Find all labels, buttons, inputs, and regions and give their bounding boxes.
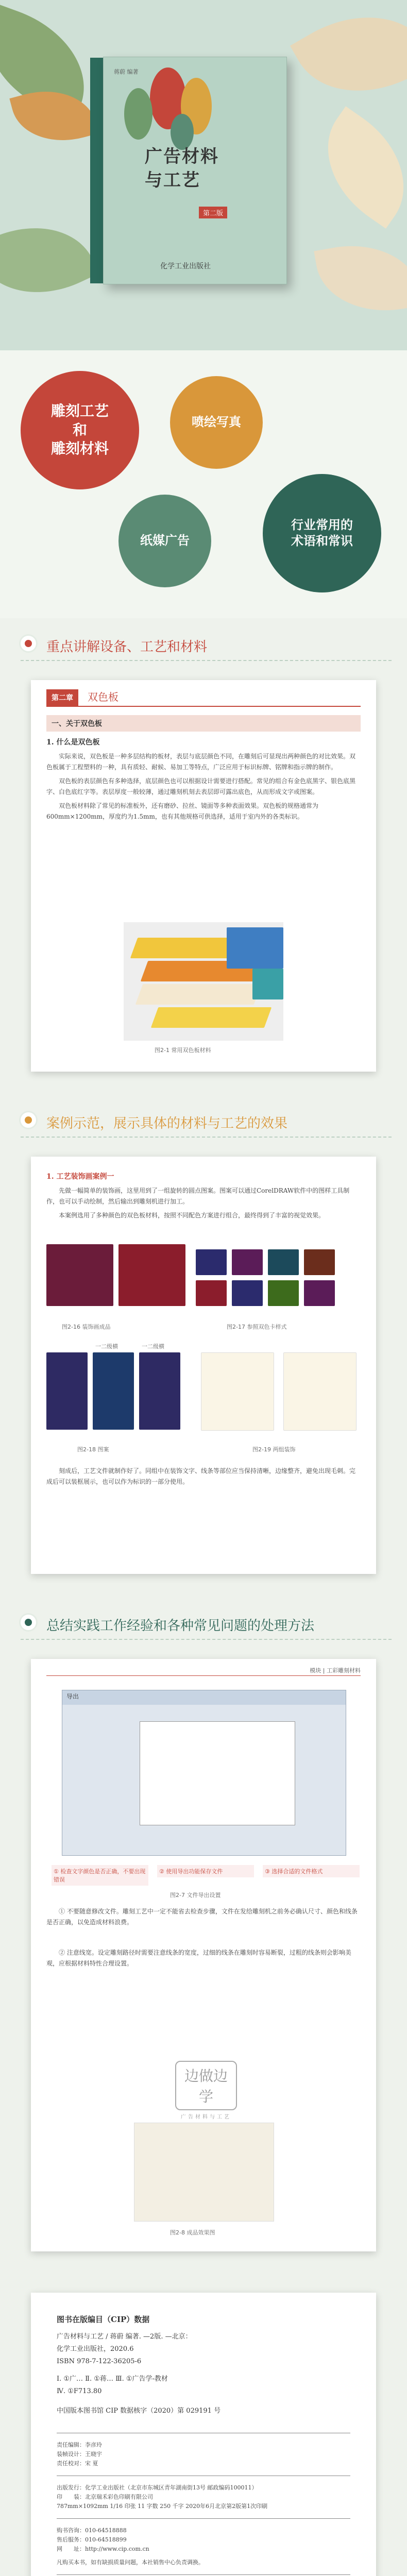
cip-line: 广告材料与工艺 / 蒋蔚 编著. —2版. —北京： [57, 2333, 192, 2341]
dot-center [25, 640, 32, 647]
feature-circles [0, 350, 407, 618]
window-title: 导出 [62, 1690, 346, 1705]
body-paragraph: 刻成后，工艺文件就制作好了。同组中在装饰文字、线条等部位应当保持清晰，边缘整齐，避免出现毛刺。完成后可以装框展示，也可以作为标识的一部分使用。 [46, 1467, 356, 1485]
product-sample [134, 2123, 274, 2222]
section-header-2 [21, 1108, 392, 1133]
leaf-decoration [301, 106, 407, 229]
feature-inkjet [170, 376, 263, 469]
cip-line: Ⅳ. ①F713.80 [57, 2387, 102, 2395]
body-paragraph: 双色板材料除了常见的标准板外，还有磨砂、拉丝、镜面等多种表面效果。双色板的规格通常为 600mm×1200mm，厚度约为1.5mm，也有其他规格可供选择，适用于室内外的各类标识。 [46, 802, 319, 820]
feature-terminology [263, 474, 381, 592]
section-title: 总结实践工作经验和各种常见问题的处理方法 [46, 1618, 315, 1634]
leaf-decoration [124, 88, 152, 140]
book-publisher: 化学工业出版社 [160, 262, 211, 270]
book-cover [103, 57, 287, 284]
figure-caption: 图2-18 图案 [77, 1446, 109, 1453]
copyright-page [31, 2293, 376, 2576]
body-paragraph: 实际来说，双色板是一种多层结构的板材，表层与底层颜色不同，在雕刻后可显现出两种颜色的对比效果。双色板属于工程塑料的一种，具有质轻、耐候、易加工等特点，广泛应用于标识标牌、铭牌和指示牌的制作。 [46, 753, 356, 771]
cip-line: 化学工业出版社，2020.6 [57, 2345, 134, 2353]
proofreader: 责任校对：宋 夏 [57, 2460, 98, 2467]
book-spine [90, 58, 103, 283]
subhead: 一、关于双色板 [46, 715, 361, 732]
section-title: 重点讲解设备、工艺和材料 [46, 639, 208, 655]
service-phone: 购书咨询：010-64518888 [57, 2527, 127, 2534]
print-info: 印 装：北京瑞禾彩色印刷有限公司 [57, 2494, 153, 2500]
seal-subtext: 广告材料与工艺 [181, 2114, 231, 2120]
figure-caption: 图2-17 参照双色卡样式 [227, 1324, 287, 1330]
figure-caption: 图2-19 两组装饰 [252, 1446, 296, 1453]
body-paragraph: 先做一幅简单的装饰画，这里用到了一组旋转的圆点图案。图案可以通过CorelDRAW软件中的图样工具制作，也可以手动绘制，然后输出到雕刻机进行加工。 [46, 1187, 350, 1205]
section-header-3 [21, 1610, 392, 1636]
software-window [62, 1690, 346, 1856]
dot-center [25, 1619, 32, 1626]
body-paragraph: 本案例选用了多种颜色的双色板材料，按照不同配色方案进行组合，最终得到了丰富的视觉效果。 [59, 1212, 325, 1219]
publisher-info: 出版发行：化学工业出版社（北京市东城区青年湖南街13号 邮政编码100011） [57, 2484, 258, 2491]
figure-caption: 图2-16 装饰画成品 [62, 1324, 111, 1330]
hero-banner [0, 0, 407, 350]
divider [21, 1639, 392, 1640]
tile-label: 一二级横 [95, 1343, 118, 1350]
feature-engraving [21, 371, 139, 489]
website: 网 址：http://www.cip.com.cn [57, 2546, 149, 2552]
body-paragraph: ① 不要随意修改文件。雕刻工艺中一定不能省去检查步骤，文件在发给雕刻机之前务必确认尺寸、颜色和线条是否正确，以免造成材料浪费。 [46, 1908, 358, 1926]
feature-label: 行业常用的 术语和常识 [291, 517, 353, 548]
section-title: 案例示范，展示具体的材料与工艺的效果 [46, 1116, 288, 1131]
cip-title: 图书在版编目（CIP）数据 [57, 2315, 150, 2324]
tile-label: 一二级横 [142, 1343, 164, 1350]
figure-caption: 图2-8 成品效果图 [170, 2229, 215, 2236]
aftersale-phone: 售后服务：010-64518899 [57, 2536, 127, 2543]
book-title-line1: 广告材料 [145, 146, 219, 167]
watermark-seal [175, 2061, 237, 2120]
decorative-art-tiles [46, 1244, 361, 1316]
leaf-decoration [314, 234, 407, 323]
book-author: 蒋蔚 编著 [114, 69, 139, 75]
sample-page-2 [31, 1157, 376, 1574]
feature-label: 喷绘写真 [192, 415, 241, 430]
figure-caption: 图2-7 文件导出设置 [170, 1892, 221, 1899]
seal-text: 边做边学 [175, 2061, 237, 2110]
chapter-title: 双色板 [88, 691, 118, 703]
paragraph-heading: 1. 工艺装饰画案例一 [46, 1173, 114, 1181]
leaf-decoration [290, 0, 407, 122]
callout: ③ 选择合适的文件格式 [263, 1865, 360, 1877]
paragraph-heading: 1. 什么是双色板 [46, 738, 100, 747]
book-title-line2: 与工艺 [145, 170, 200, 191]
photo-color-boards [124, 922, 283, 1041]
sample-page-3 [31, 1659, 376, 2251]
divider [21, 660, 392, 661]
page-label: 模块 | 工彩雕刻材料 [310, 1667, 361, 1674]
book-title [145, 145, 219, 192]
body-paragraph: ② 注意线宽。设定雕刻路径时需要注意线条的宽度，过细的线条在雕刻时容易断裂，过粗的线条则会影响美观，应根据材料特性合理设置。 [46, 1949, 351, 1967]
editor: 责任编辑：李彦玲 [57, 2442, 102, 2448]
notice: 凡购买本书，如有缺损质量问题，本社销售中心负责调换。 [57, 2559, 204, 2566]
bullet-dot-icon [21, 1112, 36, 1128]
divider [21, 1137, 392, 1138]
cip-line: 中国版本图书馆 CIP 数据核字（2020）第 029191 号 [57, 2407, 221, 2415]
chapter-bar [46, 688, 361, 707]
pattern-tiles [46, 1342, 361, 1440]
callout: ② 使用导出功能保存文件 [157, 1865, 254, 1877]
leaf-decoration [0, 204, 99, 317]
dot-center [25, 1116, 32, 1124]
feature-print-media [118, 495, 211, 587]
section-header-1 [21, 631, 392, 657]
callout: ① 检查文字颜色是否正确，不要出现错误 [52, 1865, 148, 1886]
book-edition-badge: 第二版 [199, 207, 227, 218]
figure-caption: 图2-1 常用双色板材料 [155, 1047, 211, 1054]
feature-label: 纸媒广告 [140, 533, 190, 548]
cip-line: ISBN 978-7-122-36205-6 [57, 2358, 142, 2365]
bullet-dot-icon [21, 1615, 36, 1630]
sample-page-1 [31, 680, 376, 1072]
feature-label: 雕刻工艺 和 雕刻材料 [50, 402, 109, 457]
chapter-tab: 第二章 [46, 689, 78, 706]
designer: 装帧设计：王晓宇 [57, 2451, 102, 2458]
spec-info: 787mm×1092mm 1/16 印张 11 字数 250 千字 2020年6月北京第2版第1次印刷 [57, 2503, 268, 2510]
cip-line: Ⅰ. ①广… Ⅱ. ①蒋… Ⅲ. ①广告学-教材 [57, 2375, 168, 2383]
bullet-dot-icon [21, 636, 36, 651]
body-paragraph: 双色板的表层颜色有多种选择，底层颜色也可以根据设计需要进行搭配。常见的组合有金色底黑字、银色底黑字、白色底红字等。表层厚度一般较薄，通过雕刻机刻去表层即可露出底色，从而形成文字或图案。 [46, 777, 356, 795]
